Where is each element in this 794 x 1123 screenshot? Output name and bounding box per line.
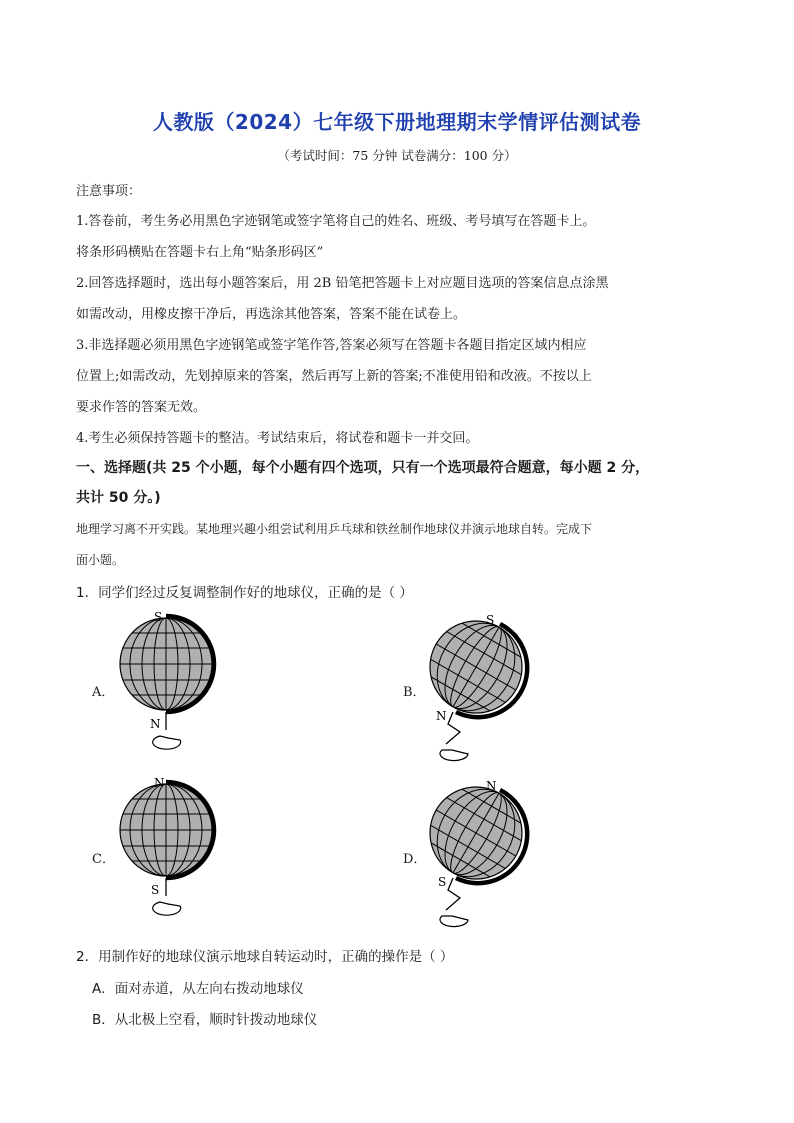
option-c-label[interactable]: C． <box>92 852 115 867</box>
note-line: 4.考生必须保持答题卡的整洁。考试结束后，将试卷和题卡一并交回。 <box>76 431 479 446</box>
note-line: 位置上;如需改动，先划掉原来的答案，然后再写上新的答案;不准使用铅和改液。不按以上 <box>76 369 592 384</box>
globe-d-bottom-pole: S <box>438 875 447 889</box>
note-line: 要求作答的答案无效。 <box>76 400 207 415</box>
globe-a-bottom-pole: N <box>150 717 161 731</box>
globe-a-top-pole: S <box>154 610 163 624</box>
section-heading-cont: 共计 50 分。) <box>76 490 161 506</box>
question-1-stem: 1．同学们经过反复调整制作好的地球仪，正确的是（ ） <box>76 585 413 601</box>
question-2-stem: 2．用制作好的地球仪演示地球自转运动时，正确的操作是（ ） <box>76 949 454 965</box>
globe-d-top-pole: N <box>486 779 497 793</box>
note-line: 1.答卷前，考生务必用黑色字迹钢笔或签字笔将自己的姓名、班级、考号填写在答题卡上。 <box>76 214 596 229</box>
notes-heading: 注意事项： <box>76 184 142 199</box>
question-2-option-a[interactable]: A．面对赤道，从左向右拨动地球仪 <box>92 981 304 997</box>
globe-c-bottom-pole: S <box>151 883 160 897</box>
globe-a-illustration <box>108 612 228 762</box>
section-heading: 一、选择题(共 25 个小题，每个小题有四个选项，只有一个选项最符合题意，每小题 2 分， <box>76 460 650 476</box>
option-b-label[interactable]: B． <box>403 685 426 700</box>
globe-b-illustration <box>418 612 538 772</box>
option-a-label[interactable]: A． <box>92 685 115 700</box>
globe-c-illustration <box>108 778 228 928</box>
note-line: 2.回答选择题时，选出每小题答案后，用 2B 铅笔把答题卡上对应题目选项的答案信息点涂黑 <box>76 276 609 291</box>
exam-info: （考试时间：75 分钟 试卷满分：100 分） <box>277 148 517 163</box>
note-line: 将条形码横贴在答题卡右上角“贴条形码区” <box>76 245 324 260</box>
globe-d-illustration <box>418 778 538 938</box>
option-d-label[interactable]: D． <box>403 852 427 867</box>
globe-b-bottom-pole: N <box>436 709 447 723</box>
question-2-option-b[interactable]: B．从北极上空看，顺时针拨动地球仪 <box>92 1012 318 1028</box>
globe-c-top-pole: N <box>154 776 165 790</box>
intro-text-cont: 面小题。 <box>76 553 125 567</box>
globe-b-top-pole: S <box>486 613 495 627</box>
intro-text: 地理学习离不开实践。某地理兴趣小组尝试利用乒乓球和铁丝制作地球仪并演示地球自转。完成下 <box>76 522 593 536</box>
page-title: 人教版（2024）七年级下册地理期末学情评估测试卷 <box>152 110 642 134</box>
note-line: 3.非选择题必须用黑色字迹钢笔或签字笔作答,答案必须写在答题卡各题目指定区域内相应 <box>76 338 587 353</box>
note-line: 如需改动，用橡皮擦干净后，再选涂其他答案，答案不能在试卷上。 <box>76 307 467 322</box>
